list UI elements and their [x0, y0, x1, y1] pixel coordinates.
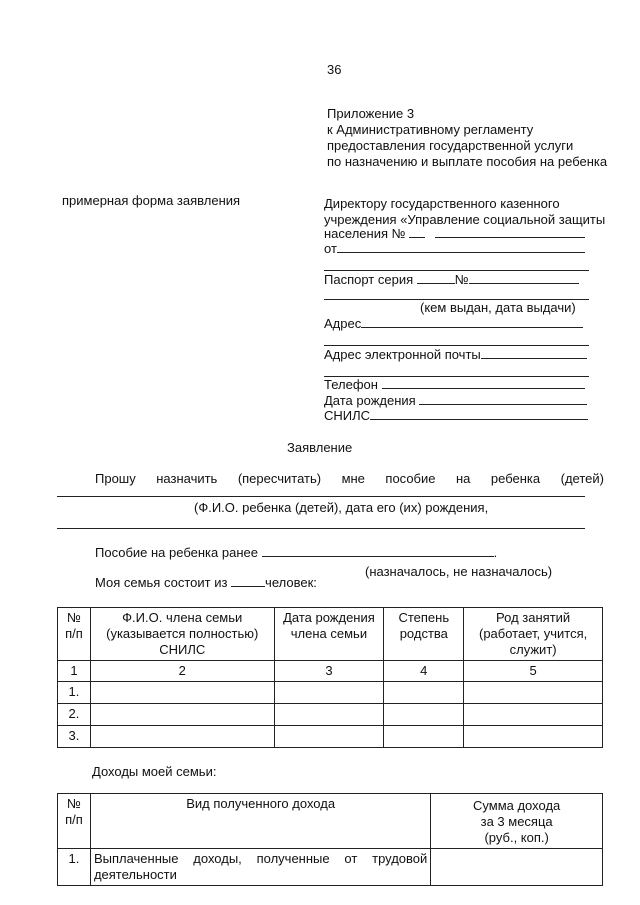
passport-row: [324, 272, 579, 287]
header-fio-line: Ф.И.О. члена семьи: [122, 610, 243, 625]
passport-series-field[interactable]: [417, 283, 455, 284]
column-number: 4: [384, 661, 464, 682]
income-type-line: деятельности: [93, 867, 177, 882]
column-number: 2: [90, 661, 274, 682]
snils-field[interactable]: [370, 419, 588, 420]
income-type-cell: [90, 849, 430, 886]
family-table-header-row: [58, 608, 603, 661]
income-header-type: [90, 794, 430, 849]
income-header-num-line: п/п: [65, 812, 83, 827]
request-word: (детей): [560, 471, 604, 486]
income-label: Доходы моей семьи:: [92, 764, 217, 779]
income-row-number: 1.: [58, 849, 91, 886]
dob-cell[interactable]: [274, 726, 384, 748]
request-word: пособие: [385, 471, 436, 486]
passport-number-label: №: [454, 272, 469, 287]
earlier-label: Пособие на ребенка ранее: [95, 545, 258, 560]
dob-row: [324, 393, 587, 408]
from-row: [324, 241, 585, 256]
request-word: на: [455, 471, 471, 486]
family-size-label: Моя семья состоит из: [95, 575, 228, 590]
occupation-cell[interactable]: [464, 704, 603, 726]
income-table-header-row: [58, 794, 603, 849]
income-header-sum: [431, 794, 603, 849]
header-occupation: [464, 608, 603, 661]
snils-row: [324, 408, 588, 423]
family-size-unit: человек:: [265, 575, 317, 590]
header-fio-line: (указывается полностью): [106, 626, 259, 641]
issued-by-note: (кем выдан, дата выдачи): [420, 300, 576, 315]
fio-cell[interactable]: [90, 682, 274, 704]
header-relation-line: Степень: [398, 610, 450, 625]
header-dob: [274, 608, 384, 661]
fio-cell[interactable]: [90, 704, 274, 726]
page-number: 36: [327, 62, 342, 77]
header-occupation-line: Род занятий: [496, 610, 571, 625]
from-label: от: [324, 241, 337, 256]
document-title: Заявление: [287, 440, 353, 455]
table-row: [58, 849, 603, 886]
family-table: [57, 607, 603, 748]
relation-cell[interactable]: [384, 726, 464, 748]
row-number: 1.: [58, 682, 91, 704]
relation-cell[interactable]: [384, 682, 464, 704]
column-number: 3: [274, 661, 384, 682]
family-size-field[interactable]: [231, 586, 265, 587]
relation-cell[interactable]: [384, 704, 464, 726]
header-fio: [90, 608, 274, 661]
address-field-line-2[interactable]: [324, 345, 589, 346]
appendix-block: [327, 106, 607, 170]
phone-field[interactable]: [382, 388, 585, 389]
header-fio-line: СНИЛС: [159, 642, 206, 657]
family-table-number-row: [58, 661, 603, 682]
request-word: назначить: [156, 471, 218, 486]
from-field[interactable]: [337, 252, 585, 253]
addressee-line-3: [324, 226, 585, 241]
appendix-line: предоставления государственной услуги: [327, 138, 574, 153]
income-header-sum-line: (руб., коп.): [484, 830, 549, 845]
snils-label: СНИЛС: [324, 408, 371, 423]
income-header-sum-line: за 3 месяца: [480, 814, 553, 829]
request-word: мне: [341, 471, 365, 486]
income-header-sum-line: Сумма дохода: [473, 798, 561, 813]
dob-cell[interactable]: [274, 682, 384, 704]
passport-number-field[interactable]: [469, 283, 579, 284]
earlier-note: (назначалось, не назначалось): [365, 564, 553, 579]
fio-cell[interactable]: [90, 726, 274, 748]
income-header-num-line: №: [67, 796, 81, 811]
department-number-field[interactable]: [409, 237, 425, 238]
header-num-line: п/п: [65, 626, 83, 641]
row-number: 3.: [58, 726, 91, 748]
row-number: 2.: [58, 704, 91, 726]
request-word: Прошу: [95, 471, 136, 486]
header-num: [58, 608, 91, 661]
child-info-field-2[interactable]: [57, 528, 585, 529]
earlier-row: [95, 545, 497, 560]
table-row: [58, 726, 603, 748]
child-info-note: (Ф.И.О. ребенка (детей), дата его (их) рождения,: [194, 500, 489, 515]
addressee-line-1: Директору государственного казенного: [324, 196, 560, 211]
department-number-label: населения №: [324, 226, 406, 241]
family-size-row: [95, 575, 317, 590]
earlier-period: .: [493, 545, 498, 560]
email-row: [324, 347, 587, 362]
header-occupation-line: (работает, учится,: [479, 626, 588, 641]
income-sum-cell[interactable]: [431, 849, 603, 886]
table-row: [58, 704, 603, 726]
dob-label: Дата рождения: [324, 393, 416, 408]
dob-cell[interactable]: [274, 704, 384, 726]
header-dob-line: члена семьи: [290, 626, 368, 641]
address-row: [324, 316, 583, 331]
request-line: [95, 471, 604, 486]
phone-row: [324, 377, 585, 392]
appendix-line: к Административному регламенту: [327, 122, 534, 137]
department-name-field[interactable]: [435, 237, 585, 238]
header-relation: [384, 608, 464, 661]
addressee-line-2: учреждения «Управление социальной защиты: [324, 212, 606, 227]
address-field[interactable]: [361, 327, 583, 328]
header-relation-line: родства: [399, 626, 448, 641]
column-number: 1: [58, 661, 91, 682]
header-dob-line: Дата рождения: [283, 610, 375, 625]
email-label: Адрес электронной почты: [324, 347, 481, 362]
appendix-line: Приложение 3: [327, 106, 415, 121]
header-occupation-line: служит): [509, 642, 557, 657]
request-word: (пересчитать): [237, 471, 322, 486]
occupation-cell[interactable]: [464, 726, 603, 748]
child-info-field[interactable]: [57, 496, 585, 497]
email-field[interactable]: [481, 358, 587, 359]
appendix-line: по назначению и выплате пособия на ребенка: [327, 154, 608, 169]
column-number: 5: [464, 661, 603, 682]
from-field-line-2[interactable]: [324, 270, 589, 271]
income-table: [57, 793, 603, 886]
income-header-num: [58, 794, 91, 849]
income-header-type-line: Вид полученного дохода: [186, 796, 336, 811]
passport-series-label: Паспорт серия: [324, 272, 414, 287]
request-word: ребенка: [490, 471, 541, 486]
income-type-line: Выплаченные доходы, полученные от трудовой: [93, 851, 428, 866]
earlier-field[interactable]: [262, 556, 494, 557]
occupation-cell[interactable]: [464, 682, 603, 704]
dob-field[interactable]: [419, 404, 587, 405]
table-row: [58, 682, 603, 704]
header-num-line: №: [66, 610, 81, 625]
phone-label: Телефон: [324, 377, 378, 392]
sample-form-label: примерная форма заявления: [62, 193, 241, 208]
address-label: Адрес: [324, 316, 362, 331]
